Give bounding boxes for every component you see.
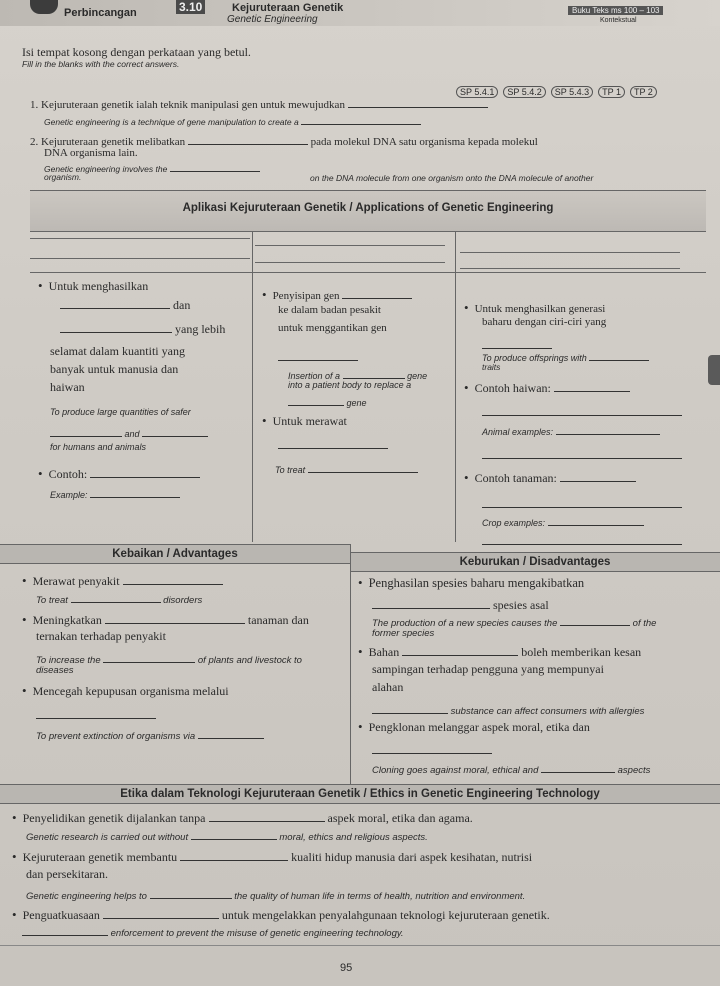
- question-2-en: Genetic engineering involves the: [44, 161, 260, 174]
- adv-bullet-1: • Merawat penyakit: [22, 573, 223, 589]
- answer-blank[interactable]: [209, 811, 325, 822]
- app-col3-crop-ms: • Contoh tanaman:: [464, 470, 636, 486]
- answer-blank[interactable]: [554, 381, 630, 392]
- answer-blank[interactable]: [60, 298, 170, 309]
- answer-blank[interactable]: [372, 703, 448, 714]
- applications-heading: Aplikasi Kejuruteraan Genetik / Applications of Genetic Engineering: [30, 190, 706, 232]
- adv-2-line2: ternakan terhadap penyakit: [36, 629, 166, 643]
- app-col1-line3: yang lebih: [60, 322, 225, 337]
- answer-blank[interactable]: [170, 161, 260, 172]
- question-2-en-organism: organism.: [44, 172, 82, 182]
- answer-blank[interactable]: [22, 925, 108, 936]
- answer-blank[interactable]: [482, 497, 682, 508]
- answer-blank[interactable]: [402, 645, 518, 656]
- app-col2-line3: untuk menggantikan gen: [278, 322, 387, 334]
- answer-blank[interactable]: [103, 652, 195, 663]
- header-logo-icon: [30, 0, 58, 14]
- answer-blank[interactable]: [123, 574, 223, 585]
- answer-blank[interactable]: [372, 743, 492, 754]
- answer-blank[interactable]: [560, 471, 636, 482]
- app-col3-animal-blank: [482, 403, 682, 421]
- header-title-en: Genetic Engineering: [227, 14, 318, 25]
- adv-bullet-2: • Meningkatkan tanaman dan: [22, 612, 309, 628]
- app-col1-example-en: Example:: [50, 487, 180, 500]
- answer-blank[interactable]: [105, 613, 245, 624]
- answer-blank[interactable]: [308, 462, 418, 473]
- adv-1-en: To treat disorders: [36, 592, 202, 606]
- blank-line: [255, 262, 445, 263]
- app-col3-animal-ms: • Contoh haiwan:: [464, 380, 630, 396]
- app-col2-line2: ke dalam badan pesakit: [278, 304, 381, 316]
- answer-blank[interactable]: [372, 598, 490, 609]
- disadv-bullet-3: • Pengklonan melanggar aspek moral, etika dan: [358, 719, 590, 735]
- app-col2-treat-blank: [278, 436, 388, 454]
- app-col3-crop-blank: [482, 495, 682, 513]
- disadv-3-blank: [372, 741, 492, 759]
- disadv-1-line2: spesies asal: [372, 598, 549, 613]
- adv-2-en3: diseases: [36, 665, 74, 676]
- table-divider: [30, 272, 706, 273]
- answer-blank[interactable]: [188, 134, 308, 145]
- app-col1-en2: and: [50, 426, 208, 439]
- ethics-2-line2: dan persekitaran.: [26, 867, 108, 881]
- answer-blank[interactable]: [90, 467, 200, 478]
- blank-line: [255, 245, 445, 246]
- app-col3-crop-en: Crop examples:: [482, 515, 644, 528]
- blank-line: [30, 238, 250, 239]
- disadvantages-heading: Keburukan / Disadvantages: [350, 552, 720, 572]
- question-2-ms: 2. Kejuruteraan genetik melibatkan pada molekul DNA satu organisma kepada molekul: [30, 136, 538, 148]
- ethics-1-en: Genetic research is carried out without moral, ethics and religious aspects.: [26, 829, 428, 843]
- answer-blank[interactable]: [560, 615, 630, 626]
- answer-blank[interactable]: [482, 448, 682, 459]
- column-divider: [252, 232, 253, 542]
- app-col2-en3: gene: [288, 395, 367, 408]
- textbook-reference-sub: Kontekstual: [600, 17, 637, 24]
- ethics-2-en: Genetic engineering helps to the quality of human life in terms of health, nutrition and environment.: [26, 888, 525, 902]
- answer-blank[interactable]: [71, 592, 161, 603]
- disadv-bullet-1: • Penghasilan spesies baharu mengakibatkan: [358, 575, 584, 591]
- app-col3-animal-en: Animal examples:: [482, 424, 660, 437]
- app-col2-to-treat: To treat: [275, 462, 418, 475]
- column-divider: [350, 544, 351, 784]
- app-col1-line6: haiwan: [50, 380, 85, 394]
- app-col3-en1: To produce offsprings with: [482, 350, 649, 363]
- answer-blank[interactable]: [150, 888, 232, 899]
- column-divider: [455, 232, 456, 542]
- page-edge-tab: [708, 355, 720, 385]
- app-col1-line4: selamat dalam kuantiti yang: [50, 344, 185, 358]
- app-col2-line4: [278, 348, 358, 366]
- ethics-bullet-3: • Penguatkuasaan untuk mengelakkan penyalahgunaan teknologi kejuruteraan genetik.: [12, 907, 550, 923]
- app-col3-line2: baharu dengan ciri-ciri yang: [482, 316, 607, 328]
- answer-blank[interactable]: [103, 908, 219, 919]
- app-col1-line5: banyak untuk manusia dan: [50, 362, 179, 376]
- adv-3-blank: [36, 706, 156, 724]
- answer-blank[interactable]: [90, 487, 180, 498]
- header-badge: 3.10: [176, 0, 205, 14]
- adv-3-en: To prevent extinction of organisms via: [36, 728, 264, 742]
- app-col3-crop-blank2: [482, 532, 682, 550]
- answer-blank[interactable]: [301, 114, 421, 125]
- advantages-heading: Kebaikan / Advantages: [0, 544, 350, 564]
- app-col1-example-ms: • Contoh:: [38, 466, 200, 482]
- disadv-1-en3: former species: [372, 628, 435, 639]
- question-2-ms-cont: DNA organisma lain.: [44, 147, 138, 159]
- answer-blank[interactable]: [142, 426, 208, 437]
- answer-blank[interactable]: [342, 288, 412, 299]
- question-2-en-cont: on the DNA molecule from one organism onto the DNA molecule of another: [310, 173, 594, 183]
- answer-blank[interactable]: [348, 97, 488, 108]
- answer-blank[interactable]: [60, 322, 172, 333]
- answer-blank[interactable]: [50, 426, 122, 437]
- disadv-3-en: Cloning goes against moral, ethical and aspects: [372, 762, 650, 776]
- app-col2-en2: into a patient body to replace a: [288, 380, 412, 390]
- answer-blank[interactable]: [198, 728, 264, 739]
- adv-2-en: To increase the of plants and livestock to: [36, 652, 302, 666]
- answer-blank[interactable]: [36, 708, 156, 719]
- answer-blank[interactable]: [180, 850, 288, 861]
- answer-blank[interactable]: [589, 350, 649, 361]
- blank-line: [460, 252, 680, 253]
- blank-line: [460, 268, 680, 269]
- disadv-bullet-2: • Bahan boleh memberikan kesan: [358, 644, 641, 660]
- ethics-3-en: enforcement to prevent the misuse of genetic engineering technology.: [22, 925, 404, 939]
- disadv-1-en: The production of a new species causes the of the: [372, 615, 656, 629]
- standard-chip: TP 2: [630, 86, 657, 98]
- answer-blank[interactable]: [278, 350, 358, 361]
- app-col2-bullet: • Penyisipan gen: [262, 287, 412, 303]
- question-1-en: Genetic engineering is a technique of gene manipulation to create a: [44, 114, 421, 127]
- disadv-2-line2: sampingan terhadap pengguna yang mempunyai: [372, 662, 604, 676]
- answer-blank[interactable]: [482, 338, 552, 349]
- header-title-ms: Kejuruteraan Genetik: [232, 2, 344, 14]
- disadv-2-line3: alahan: [372, 680, 404, 694]
- disadv-2-en: substance can affect consumers with allergies: [372, 703, 644, 717]
- question-1-ms: 1. Kejuruteraan genetik ialah teknik manipulasi gen untuk mewujudkan: [30, 97, 488, 111]
- footer-rule: [0, 945, 720, 946]
- standard-chip: SP 5.4.2: [503, 86, 545, 98]
- header-section-label: Perbincangan: [64, 7, 137, 19]
- ethics-bullet-1: • Penyelidikan genetik dijalankan tanpa aspek moral, etika dan agama.: [12, 810, 473, 826]
- app-col1-line2: dan: [60, 298, 190, 313]
- app-col1-bullet: • Untuk menghasilkan: [38, 278, 148, 294]
- standard-chip: SP 5.4.1: [456, 86, 498, 98]
- answer-blank[interactable]: [278, 438, 388, 449]
- blank-line: [30, 258, 250, 259]
- standard-chip: TP 1: [598, 86, 625, 98]
- instruction-en: Fill in the blanks with the correct answers.: [22, 59, 180, 69]
- answer-blank[interactable]: [541, 762, 615, 773]
- answer-blank[interactable]: [288, 395, 344, 406]
- app-col2-en1: Insertion of a gene: [288, 368, 427, 381]
- answer-blank[interactable]: [482, 534, 682, 545]
- app-col3-bullet: • Untuk menghasilkan generasi: [464, 300, 605, 316]
- answer-blank[interactable]: [556, 424, 660, 435]
- answer-blank[interactable]: [548, 515, 644, 526]
- app-col3-animal-blank2: [482, 446, 682, 464]
- textbook-reference: Buku Teks ms 100 – 103: [568, 6, 663, 15]
- instruction-ms: Isi tempat kosong dengan perkataan yang betul.: [22, 45, 251, 59]
- app-col3-traits: traits: [482, 362, 501, 372]
- answer-blank[interactable]: [343, 368, 405, 379]
- standard-chip: SP 5.4.3: [551, 86, 593, 98]
- app-col1-en1: To produce large quantities of safer: [50, 407, 191, 417]
- answer-blank[interactable]: [482, 405, 682, 416]
- app-col1-en3: for humans and animals: [50, 442, 147, 452]
- page-number: 95: [340, 962, 353, 974]
- ethics-heading: Etika dalam Teknologi Kejuruteraan Genetik / Ethics in Genetic Engineering Technology: [0, 784, 720, 804]
- ethics-bullet-2: • Kejuruteraan genetik membantu kualiti hidup manusia dari aspek kesihatan, nutrisi: [12, 849, 532, 865]
- adv-bullet-3: • Mencegah kepupusan organisma melalui: [22, 683, 229, 699]
- answer-blank[interactable]: [191, 829, 277, 840]
- app-col2-bullet-treat: • Untuk merawat: [262, 413, 347, 429]
